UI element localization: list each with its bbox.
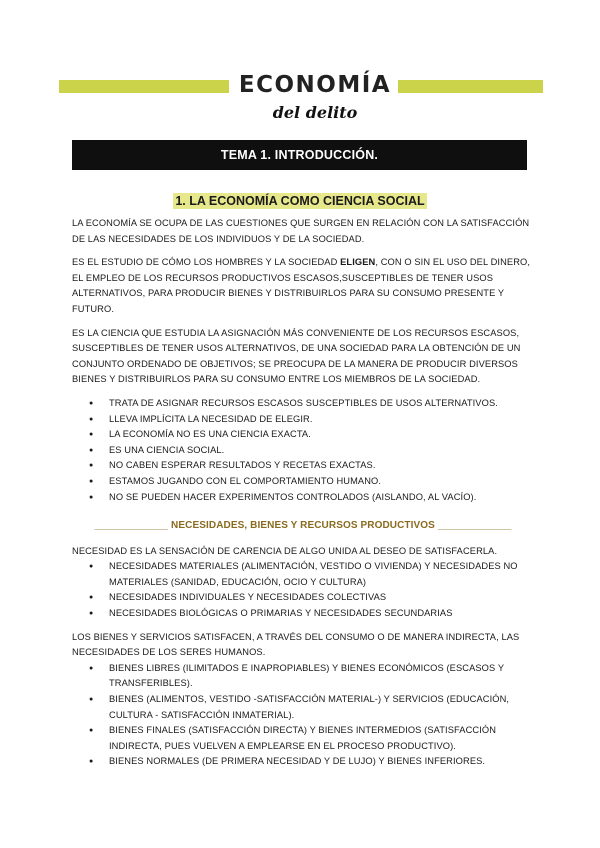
paragraph (72, 255, 534, 317)
list-item: ● BIENES LIBRES (ILIMITADOS E INAPROPIABLES) Y BIENES ECONÓMICOS (ESCASOS Y TRANSFERIBLES). (109, 661, 534, 692)
paragraph: LA ECONOMÍA SE OCUPA DE LAS CUESTIONES QUE SURGEN EN RELACIÓN CON LA SATISFACCIÓN DE LAS NECESIDADES DE LOS INDIVIDUOS Y DE LA SOCIEDAD. (72, 218, 530, 244)
section-heading-text: 1. LA ECONOMÍA COMO CIENCIA SOCIAL (175, 194, 425, 208)
list-item: ● NO CABEN ESPERAR RESULTADOS Y RECETAS EXACTAS. (109, 458, 534, 474)
bullet-list (72, 559, 534, 621)
list-item: ● NECESIDADES BIOLÓGICAS O PRIMARIAS Y NECESIDADES SECUNDARIAS (109, 606, 534, 622)
paragraph-text: ES EL ESTUDIO DE CÓMO LOS HOMBRES Y LA SOCIEDAD (72, 257, 341, 268)
bullet-list (72, 396, 534, 505)
document-title: ECONOMÍA (238, 72, 392, 98)
subsection-heading: _____________ NECESIDADES, BIENES Y RECURSOS PRODUCTIVOS _____________ (94, 520, 512, 532)
header-accent-bar-left (59, 80, 229, 93)
paragraph: NECESIDAD ES LA SENSACIÓN DE CARENCIA DE ALGO UNIDA AL DESEO DE SATISFACERLA. (72, 545, 498, 556)
list-item: ● TRATA DE ASIGNAR RECURSOS ESCASOS SUSCEPTIBLES DE USOS ALTERNATIVOS. (109, 396, 534, 412)
list-item: ● LA ECONOMÍA NO ES UNA CIENCIA EXACTA. (109, 427, 534, 443)
document-body (72, 216, 534, 770)
list-item: ● BIENES FINALES (SATISFACCIÓN DIRECTA) Y BIENES INTERMEDIOS (SATISFACCIÓN INDIRECTA, PUES VUELVEN A EMPLEARSE EN EL PROCESO PRODUCTIVO). (109, 723, 534, 754)
topic-title: TEMA 1. INTRODUCCIÓN. (220, 148, 379, 162)
list-item: ● ESTAMOS JUGANDO CON EL COMPORTAMIENTO HUMANO. (109, 474, 534, 490)
topic-banner (72, 140, 527, 170)
bullet-list (72, 661, 534, 770)
list-item: ● BIENES (ALIMENTOS, VESTIDO -SATISFACCIÓN MATERIAL-) Y SERVICIOS (EDUCACIÓN, CULTURA - SATISFACCIÓN INMATERIAL). (109, 692, 534, 723)
list-item: ● NECESIDADES INDIVIDUALES Y NECESIDADES COLECTIVAS (109, 590, 534, 606)
list-item: ● LLEVA IMPLÍCITA LA NECESIDAD DE ELEGIR. (109, 412, 534, 428)
paragraph-text: , CON O SIN EL USO DEL DINERO, EL EMPLEO DE LOS RECURSOS PRODUCTIVOS ESCASOS,SUSCEPTIBLES DE TENER USOS ALTERNATIVOS, PARA PRODUCIR BIENES Y DISTRIBUIRLOS PARA SU CONSUMO PRESENTE Y FUTURO. (72, 257, 531, 314)
list-item: ● BIENES NORMALES (DE PRIMERA NECESIDAD Y DE LUJO) Y BIENES INFERIORES. (109, 754, 534, 770)
paragraph: LOS BIENES Y SERVICIOS SATISFACEN, A TRAVÉS DEL CONSUMO O DE MANERA INDIRECTA, LAS NECESIDADES DE LOS SERES HUMANOS. (72, 631, 520, 658)
document-subtitle: del delito (272, 103, 358, 122)
header-accent-bar-right (398, 80, 543, 93)
section-heading (0, 192, 600, 210)
list-item: ● ES UNA CIENCIA SOCIAL. (109, 443, 534, 459)
paragraph: ES LA CIENCIA QUE ESTUDIA LA ASIGNACIÓN MÁS CONVENIENTE DE LOS RECURSOS ESCASOS, SUSCEPTIBLES DE TENER USOS ALTERNATIVOS, DE UNA SOCIEDAD PARA LA OBTENCIÓN DE UN CONJUNTO ORDENADO DE OBJETIVOS; SE PREOCUPA DE LA MANERA DE PRODUCIR DIVERSOS BIENES Y DISTRIBUIRLOS PARA SU CONSUMO ENTRE LOS MIEMBROS DE LA SOCIEDAD. (72, 327, 521, 385)
list-item: ● NECESIDADES MATERIALES (ALIMENTACIÓN, VESTIDO O VIVIENDA) Y NECESIDADES NO MATERIALES (SANIDAD, EDUCACIÓN, OCIO Y CULTURA) (109, 559, 534, 590)
emphasis-text: ELIGEN (340, 257, 376, 268)
list-item: ● NO SE PUEDEN HACER EXPERIMENTOS CONTROLADOS (AISLANDO, AL VACÍO). (109, 490, 534, 506)
